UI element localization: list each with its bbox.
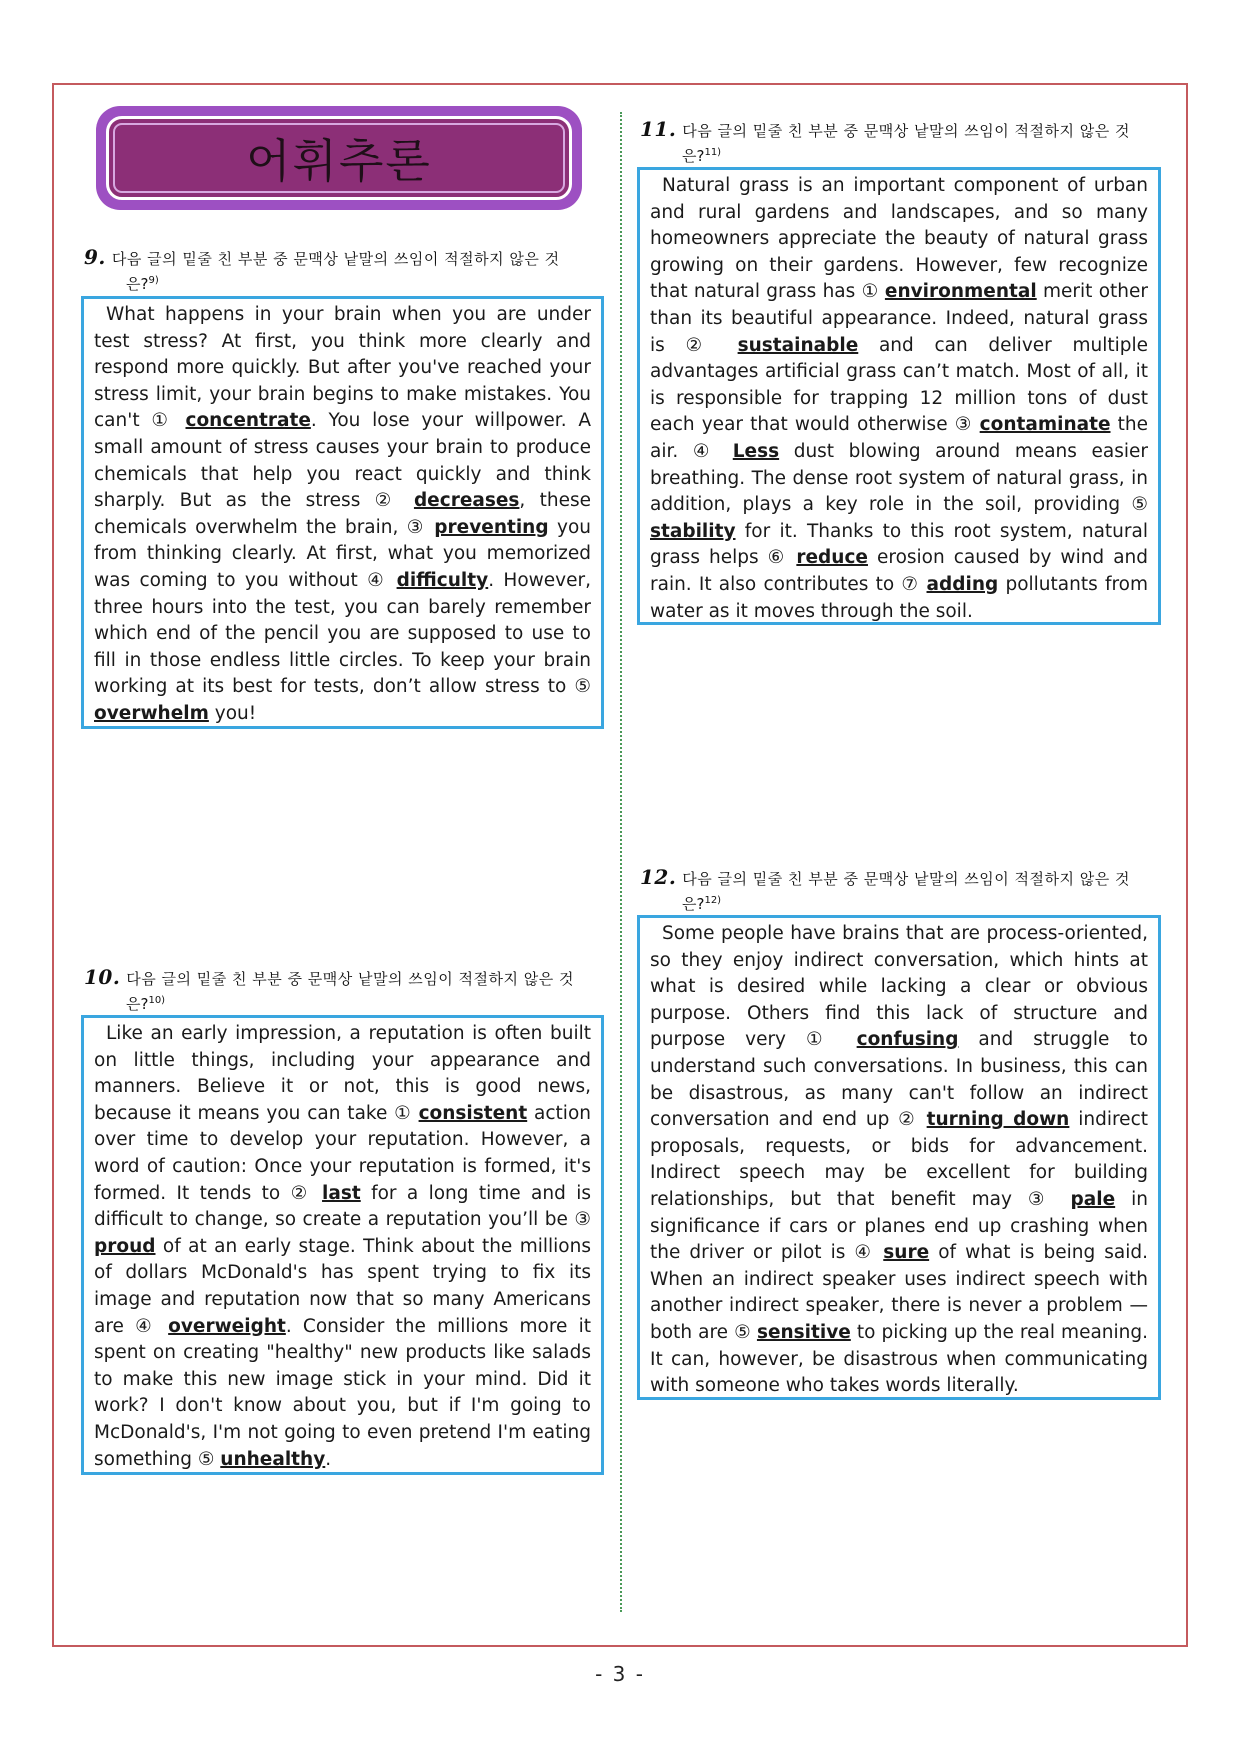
underlined-word: sensitive bbox=[756, 1321, 851, 1343]
question-text-end: 은? bbox=[682, 895, 705, 913]
underlined-word: environmental bbox=[884, 281, 1037, 303]
underlined-word: turning down bbox=[926, 1109, 1070, 1131]
underlined-word: stability bbox=[650, 520, 736, 542]
underlined-word: last bbox=[322, 1182, 361, 1204]
question-text-end: 은? bbox=[682, 147, 705, 165]
question-9-prompt bbox=[84, 246, 604, 295]
footnote-marker: 10) bbox=[148, 995, 166, 1006]
underlined-word: contaminate bbox=[979, 414, 1111, 436]
question-text: 다음 글의 밑줄 친 부분 중 문맥상 낱말의 쓰임이 적절하지 않은 것 bbox=[126, 970, 574, 988]
underlined-word: concentrate bbox=[185, 410, 311, 432]
section-title-banner bbox=[96, 106, 582, 210]
passage-text: What happens in your brain when you are under test stress? At first, you think more clearly and respond more quickly. But after you've reached your stress limit, your brain begins to make mistakes. You can't ① concentrate. You lose your willpower. A small amount of stress causes your brain to produce chemicals that help you react quickly and think sharply. But as the stress ② decreases, these chemicals overwhelm the brain, ③ preventing you from thinking clearly. At first, what you memorized was coming to you without ④ difficulty. However, three hours into the test, you can barely remember which end of the pencil you are supposed to use to fill in those endless little circles. To keep your brain working at its best for tests, don’t allow stress to ⑤ overwhelm you! bbox=[94, 304, 591, 724]
question-number: 11. bbox=[640, 117, 677, 141]
passage-text: Some people have brains that are process-oriented, so they enjoy indirect conversation, which hints at what is desired while lacking a clear or obvious purpose. Others find this lack of structure and purpose very ① confusing and struggle to understand such conversations. In business, this can be disastrous, as many can't follow an indirect conversation and end up ② turning down indirect proposals, requests, or bids for advancement. Indirect speech may be excellent for building relationships, but that benefit may ③ pale in significance if cars or planes end up crashing when the driver or pilot is ④ sure of what is being said. When an indirect speaker uses indirect speech with another indirect speaker, there is never a problem — both are ⑤ sensitive to picking up the real meaning. It can, however, be disastrous when communicating with someone who takes words literally. bbox=[650, 923, 1149, 1397]
underlined-word: sure bbox=[883, 1242, 930, 1264]
section-title-frame bbox=[106, 116, 572, 200]
underlined-word: proud bbox=[94, 1235, 156, 1257]
question-10-prompt bbox=[84, 966, 604, 1015]
question-text: 다음 글의 밑줄 친 부분 중 문맥상 낱말의 쓰임이 적절하지 않은 것 bbox=[682, 870, 1130, 888]
question-text-end: 은? bbox=[126, 995, 149, 1013]
question-number: 12. bbox=[640, 865, 677, 889]
section-title: 어휘추론 bbox=[246, 134, 432, 188]
underlined-word: consistent bbox=[418, 1102, 528, 1124]
underlined-word: sustainable bbox=[737, 334, 859, 356]
column-divider bbox=[620, 112, 622, 1612]
underlined-word: adding bbox=[926, 573, 999, 595]
page-number: - 3 - bbox=[595, 1662, 645, 1686]
underlined-word: pale bbox=[1070, 1188, 1116, 1210]
question-10-passage bbox=[81, 1015, 604, 1475]
footnote-marker: 12) bbox=[704, 895, 722, 906]
question-12-prompt bbox=[640, 866, 1160, 915]
passage-text: Like an early impression, a reputation is often built on little things, including your appearance and manners. Believe it or not, this is good news, because it means you can take ① consistent action over time to develop your reputation. However, a word of caution: Once your reputation is formed, it's formed. It tends to ② last for a long time and is difficult to change, so create a reputation you’ll be ③ proud of at an early stage. Think about the millions of dollars McDonald's has spent trying to fix its image and reputation now that so many Americans are ④ overweight. Consider the millions more it spent on creating "healthy" new products like salads to make this new image stick in your mind. Did it work? I don't know about you, but if I'm going to McDonald's, I'm not going to even pretend I'm eating something ⑤ unhealthy. bbox=[94, 1023, 592, 1470]
underlined-word: decreases bbox=[413, 490, 520, 512]
underlined-word: overwhelm bbox=[94, 702, 209, 724]
underlined-word: reduce bbox=[796, 547, 868, 569]
underlined-word: overweight bbox=[168, 1315, 286, 1337]
footnote-marker: 11) bbox=[704, 147, 722, 158]
question-number: 10. bbox=[84, 965, 121, 989]
question-11-passage bbox=[637, 167, 1161, 625]
passage-text: Natural grass is an important component of urban and rural gardens and landscapes, and so many homeowners appreciate the beauty of natural grass growing on their gardens. However, few recognize that natural grass has ① environmental merit other than its beautiful appearance. Indeed, natural grass is ② sustainable and can deliver multiple advantages artificial grass can’t match. Most of all, it is responsible for trapping 12 million tons of dust each year that would otherwise ③ contaminate the air. ④ Less dust blowing around means easier breathing. The dense root system of natural grass, in addition, plays a key role in the soil, providing ⑤ stability for it. Thanks to this root system, natural grass helps ⑥ reduce erosion caused by wind and rain. It also contributes to ⑦ adding pollutants from water as it moves through the soil. bbox=[650, 175, 1149, 622]
underlined-word: confusing bbox=[856, 1029, 959, 1051]
footnote-marker: 9) bbox=[148, 275, 159, 286]
question-number: 9. bbox=[84, 245, 106, 269]
question-9-passage bbox=[81, 296, 604, 729]
question-text-end: 은? bbox=[126, 275, 149, 293]
underlined-word: preventing bbox=[434, 516, 549, 538]
question-12-passage bbox=[637, 915, 1161, 1400]
question-text: 다음 글의 밑줄 친 부분 중 문맥상 낱말의 쓰임이 적절하지 않은 것 bbox=[682, 122, 1130, 140]
underlined-word: difficulty bbox=[396, 569, 489, 591]
underlined-word: Less bbox=[732, 440, 780, 462]
underlined-word: unhealthy bbox=[220, 1448, 326, 1470]
question-11-prompt bbox=[640, 118, 1160, 167]
question-text: 다음 글의 밑줄 친 부분 중 문맥상 낱말의 쓰임이 적절하지 않은 것 bbox=[111, 250, 560, 268]
